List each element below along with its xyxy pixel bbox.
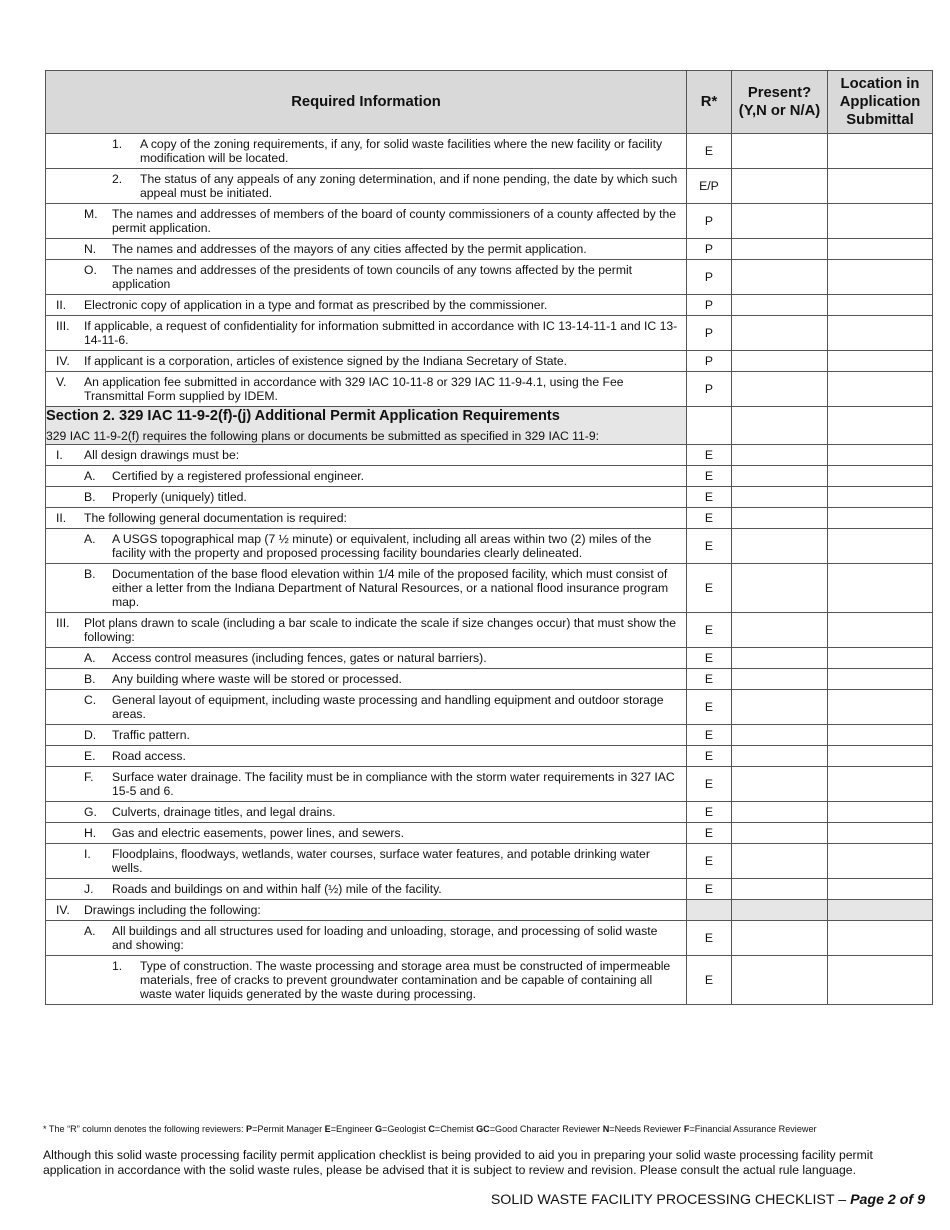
- location-cell[interactable]: [828, 879, 933, 900]
- table-row: [46, 823, 933, 844]
- section-row: [46, 407, 933, 445]
- item-text: Road access.: [112, 749, 186, 763]
- list-item: [46, 746, 686, 766]
- table-row: [46, 613, 933, 648]
- item-marker: 1.: [112, 959, 123, 973]
- reviewer-label: =Engineer: [330, 1124, 375, 1134]
- item-marker: II.: [56, 511, 67, 525]
- required-information-cell: [46, 204, 687, 239]
- present-cell[interactable]: [732, 956, 828, 1005]
- list-item: [46, 802, 686, 822]
- table-row: [46, 669, 933, 690]
- table-row: [46, 169, 933, 204]
- list-item: [46, 564, 686, 612]
- item-marker: I.: [56, 448, 63, 462]
- table-row: [46, 466, 933, 487]
- item-marker: G.: [84, 805, 97, 819]
- reviewer-cell: P: [687, 316, 732, 351]
- item-text: A USGS topographical map (7 ½ minute) or equivalent, including all areas within two (2) miles of the facility with the property and proposed processing facility boundaries clearly delineated.: [112, 532, 652, 560]
- location-cell[interactable]: [828, 239, 933, 260]
- present-cell[interactable]: [732, 669, 828, 690]
- item-marker: D.: [84, 728, 97, 742]
- table-row: [46, 372, 933, 407]
- reviewer-cell: P: [687, 351, 732, 372]
- item-marker: M.: [84, 207, 98, 221]
- list-item: [46, 260, 686, 294]
- reviewer-cell: P: [687, 295, 732, 316]
- required-information-cell: [46, 823, 687, 844]
- list-item: [46, 529, 686, 563]
- reviewer-cell: P: [687, 204, 732, 239]
- item-text: Certified by a registered professional engineer.: [112, 469, 365, 483]
- footnote-prefix: * The “R” column denotes the following reviewers:: [43, 1124, 247, 1134]
- required-information-cell: [46, 487, 687, 508]
- list-item: [46, 767, 686, 801]
- item-marker: III.: [56, 319, 70, 333]
- reviewer-cell: E: [687, 746, 732, 767]
- location-cell[interactable]: [828, 844, 933, 879]
- location-cell[interactable]: [828, 900, 933, 921]
- present-cell[interactable]: [732, 844, 828, 879]
- item-marker: IV.: [56, 354, 70, 368]
- table-row: [46, 445, 933, 466]
- location-cell[interactable]: [828, 767, 933, 802]
- item-text: Any building where waste will be stored or processed.: [112, 672, 402, 686]
- reviewer-cell: E: [687, 921, 732, 956]
- present-cell[interactable]: [732, 564, 828, 613]
- list-item: [46, 879, 686, 899]
- reviewer-cell: E/P: [687, 169, 732, 204]
- present-cell[interactable]: [732, 295, 828, 316]
- item-text: All buildings and all structures used for loading and unloading, storage, and processing of solid waste and showing:: [112, 924, 658, 952]
- table-row: [46, 316, 933, 351]
- checklist-table: [45, 70, 933, 1005]
- section-note: 329 IAC 11-9-2(f) requires the following plans or documents be submitted as specified in 329 IAC 11-9:: [46, 429, 600, 443]
- required-information-cell: [46, 351, 687, 372]
- reviewer-cell: E: [687, 564, 732, 613]
- page-number: Page 2 of 9: [850, 1192, 925, 1208]
- present-cell[interactable]: [732, 900, 828, 921]
- item-text: A copy of the zoning requirements, if any, for solid waste facilities where the new facility or facility modification will be located.: [140, 137, 663, 165]
- list-item: [46, 295, 686, 315]
- present-cell[interactable]: [732, 260, 828, 295]
- required-information-cell: [46, 690, 687, 725]
- list-item: [46, 351, 686, 371]
- reviewer-cell: E: [687, 879, 732, 900]
- reviewer-cell: P: [687, 239, 732, 260]
- list-item: [46, 316, 686, 350]
- item-marker: O.: [84, 263, 97, 277]
- reviewer-code: F: [683, 1124, 690, 1134]
- location-cell[interactable]: [828, 407, 933, 445]
- item-marker: 1.: [112, 137, 123, 151]
- required-information-cell: [46, 169, 687, 204]
- table-row: [46, 844, 933, 879]
- required-information-cell: [46, 767, 687, 802]
- item-marker: A.: [84, 469, 96, 483]
- reviewer-cell: P: [687, 372, 732, 407]
- reviewer-footnote: [43, 1123, 923, 1135]
- required-information-cell: [46, 295, 687, 316]
- location-cell[interactable]: [828, 316, 933, 351]
- reviewer-code: GC: [476, 1124, 490, 1134]
- header-location: Location in Application Submittal: [828, 71, 933, 134]
- required-information-cell: [46, 564, 687, 613]
- item-text: If applicable, a request of confidentiality for information submitted in accordance with IC 13-14-11-1 and IC 13-14-11-6.: [84, 319, 678, 347]
- table-row: [46, 134, 933, 169]
- item-text: Documentation of the base flood elevation within 1/4 mile of the proposed facility, which must consist of either a letter from the Indiana Department of Natural Resources, or a national flood insurance program map.: [112, 567, 669, 609]
- required-information-cell: [46, 445, 687, 466]
- present-cell[interactable]: [732, 372, 828, 407]
- item-text: The status of any appeals of any zoning determination, and if none pending, the date by which such appeal must be initiated.: [140, 172, 678, 200]
- required-information-cell: [46, 239, 687, 260]
- present-cell[interactable]: [732, 134, 828, 169]
- reviewer-label: =Good Character Reviewer: [489, 1124, 603, 1134]
- present-cell[interactable]: [732, 204, 828, 239]
- item-text: Type of construction. The waste processing and storage area must be constructed of impermeable materials, free of cracks to prevent groundwater contamination and be capable of containing all waste water liquids generated by the waste during processing.: [140, 959, 671, 1001]
- reviewer-cell: E: [687, 956, 732, 1005]
- list-item: [46, 900, 686, 920]
- reviewer-cell: E: [687, 802, 732, 823]
- location-cell[interactable]: [828, 956, 933, 1005]
- present-cell[interactable]: [732, 351, 828, 372]
- reviewer-cell: E: [687, 508, 732, 529]
- required-information-cell: [46, 613, 687, 648]
- item-text: Plot plans drawn to scale (including a bar scale to indicate the scale if size changes occur) that must show the following:: [84, 616, 677, 644]
- item-marker: A.: [84, 924, 96, 938]
- present-cell[interactable]: [732, 690, 828, 725]
- required-information-cell: [46, 802, 687, 823]
- required-information-cell: [46, 466, 687, 487]
- list-item: [46, 690, 686, 724]
- location-cell[interactable]: [828, 466, 933, 487]
- location-cell[interactable]: [828, 351, 933, 372]
- item-marker: B.: [84, 490, 96, 504]
- reviewer-label: =Needs Reviewer: [609, 1124, 684, 1134]
- location-cell[interactable]: [828, 487, 933, 508]
- item-text: Floodplains, floodways, wetlands, water courses, surface water features, and potable drinking water wells.: [112, 847, 650, 875]
- present-cell[interactable]: [732, 529, 828, 564]
- location-cell[interactable]: [828, 564, 933, 613]
- item-text: Surface water drainage. The facility must be in compliance with the storm water requirements in 327 IAC 15-5 and 6.: [112, 770, 675, 798]
- present-cell[interactable]: [732, 407, 828, 445]
- reviewer-cell: E: [687, 466, 732, 487]
- table-row: [46, 351, 933, 372]
- list-item: [46, 487, 686, 507]
- present-cell[interactable]: [732, 746, 828, 767]
- present-cell[interactable]: [732, 316, 828, 351]
- item-marker: B.: [84, 567, 96, 581]
- table-row: [46, 648, 933, 669]
- item-marker: E.: [84, 749, 96, 763]
- reviewer-cell: [687, 407, 732, 445]
- list-item: [46, 445, 686, 465]
- reviewer-cell: [687, 900, 732, 921]
- location-cell[interactable]: [828, 529, 933, 564]
- required-information-cell: [46, 879, 687, 900]
- table-row: [46, 879, 933, 900]
- present-cell[interactable]: [732, 239, 828, 260]
- item-text: The names and addresses of members of the board of county commissioners of a county affected by the permit application.: [112, 207, 677, 235]
- present-cell[interactable]: [732, 487, 828, 508]
- table-row: [46, 956, 933, 1005]
- location-cell[interactable]: [828, 169, 933, 204]
- table-row: [46, 295, 933, 316]
- item-marker: C.: [84, 693, 97, 707]
- item-text: Properly (uniquely) titled.: [112, 490, 247, 504]
- item-marker: 2.: [112, 172, 123, 186]
- location-cell[interactable]: [828, 204, 933, 239]
- list-item: [46, 648, 686, 668]
- list-item: [46, 613, 686, 647]
- reviewer-label: =Permit Manager: [252, 1124, 325, 1134]
- present-cell[interactable]: [732, 921, 828, 956]
- list-item: [46, 169, 686, 203]
- item-marker: III.: [56, 616, 70, 630]
- item-text: Traffic pattern.: [112, 728, 190, 742]
- item-text: Access control measures (including fences, gates or natural barriers).: [112, 651, 487, 665]
- required-information-cell: [46, 648, 687, 669]
- table-row: [46, 260, 933, 295]
- disclaimer: Although this solid waste processing facility permit application checklist is being provided to aid you in preparing your solid waste processing facility permit application in accordance with the solid waste rules, please be advised that it is subject to review and revision. Please consult the actual rule language.: [43, 1148, 873, 1177]
- reviewer-cell: E: [687, 669, 732, 690]
- required-information-cell: [46, 134, 687, 169]
- item-text: If applicant is a corporation, articles of existence signed by the Indiana Secretary of State.: [84, 354, 568, 368]
- reviewer-code: N: [602, 1124, 610, 1134]
- reviewer-cell: E: [687, 690, 732, 725]
- present-cell[interactable]: [732, 445, 828, 466]
- required-information-cell: [46, 844, 687, 879]
- footer-title: SOLID WASTE FACILITY PROCESSING CHECKLIST –: [490, 1192, 851, 1208]
- location-cell[interactable]: [828, 445, 933, 466]
- required-information-cell: [46, 746, 687, 767]
- required-information-cell: [46, 669, 687, 690]
- item-marker: H.: [84, 826, 97, 840]
- list-item: [46, 725, 686, 745]
- item-marker: F.: [84, 770, 94, 784]
- list-item: [46, 204, 686, 238]
- item-text: All design drawings must be:: [84, 448, 240, 462]
- reviewer-label: =Geologist: [382, 1124, 429, 1134]
- present-cell[interactable]: [732, 169, 828, 204]
- list-item: [46, 956, 686, 1004]
- table-row: [46, 564, 933, 613]
- list-item: [46, 466, 686, 486]
- reviewer-cell: E: [687, 445, 732, 466]
- location-cell[interactable]: [828, 295, 933, 316]
- header-row: [46, 71, 933, 134]
- reviewer-cell: P: [687, 260, 732, 295]
- item-marker: I.: [84, 847, 91, 861]
- list-item: [46, 823, 686, 843]
- table-row: [46, 802, 933, 823]
- table-row: [46, 767, 933, 802]
- table-row: [46, 239, 933, 260]
- item-text: Electronic copy of application in a type and format as prescribed by the commissioner.: [84, 298, 548, 312]
- item-text: Culverts, drainage titles, and legal drains.: [112, 805, 336, 819]
- present-cell[interactable]: [732, 613, 828, 648]
- location-cell[interactable]: [828, 260, 933, 295]
- table-row: [46, 529, 933, 564]
- present-cell[interactable]: [732, 508, 828, 529]
- header-present: Present? (Y,N or N/A): [732, 71, 828, 134]
- present-cell[interactable]: [732, 802, 828, 823]
- footnote-reviewer-list: [246, 1124, 817, 1134]
- reviewer-code: G: [374, 1124, 383, 1134]
- item-text: The names and addresses of the presidents of town councils of any towns affected by the permit application: [112, 263, 633, 291]
- present-cell[interactable]: [732, 466, 828, 487]
- present-cell[interactable]: [732, 648, 828, 669]
- location-cell[interactable]: [828, 746, 933, 767]
- reviewer-cell: E: [687, 725, 732, 746]
- present-cell[interactable]: [732, 879, 828, 900]
- table-row: [46, 204, 933, 239]
- required-information-cell: [46, 725, 687, 746]
- item-text: Gas and electric easements, power lines, and sewers.: [112, 826, 404, 840]
- present-cell[interactable]: [732, 767, 828, 802]
- item-marker: N.: [84, 242, 97, 256]
- reviewer-cell: E: [687, 613, 732, 648]
- item-text: Drawings including the following:: [84, 903, 261, 917]
- item-text: The names and addresses of the mayors of any cities affected by the permit application.: [112, 242, 587, 256]
- item-marker: II.: [56, 298, 67, 312]
- table-row: [46, 690, 933, 725]
- section-title: Section 2. 329 IAC 11-9-2(f)-(j) Additional Permit Application Requirements: [46, 408, 560, 424]
- table-row: [46, 487, 933, 508]
- table-row: [46, 725, 933, 746]
- item-marker: B.: [84, 672, 96, 686]
- item-text: Roads and buildings on and within half (½) mile of the facility.: [112, 882, 442, 896]
- item-marker: V.: [56, 375, 67, 389]
- required-information-cell: [46, 372, 687, 407]
- required-information-cell: [46, 529, 687, 564]
- location-cell[interactable]: [828, 508, 933, 529]
- reviewer-code: P: [246, 1124, 253, 1134]
- location-cell[interactable]: [828, 648, 933, 669]
- table-row: [46, 900, 933, 921]
- item-marker: A.: [84, 532, 96, 546]
- header-required-information: Required Information: [46, 71, 687, 134]
- required-information-cell: [46, 508, 687, 529]
- list-item: [46, 239, 686, 259]
- item-text: The following general documentation is required:: [84, 511, 347, 525]
- location-cell[interactable]: [828, 134, 933, 169]
- required-information-cell: [46, 921, 687, 956]
- item-text: General layout of equipment, including waste processing and handling equipment and outdoor storage areas.: [112, 693, 664, 721]
- list-item: [46, 134, 686, 168]
- location-cell[interactable]: [828, 690, 933, 725]
- present-cell[interactable]: [732, 725, 828, 746]
- reviewer-cell: E: [687, 134, 732, 169]
- reviewer-label: =Financial Assurance Reviewer: [689, 1124, 817, 1134]
- item-marker: IV.: [56, 903, 70, 917]
- reviewer-code: C: [428, 1124, 435, 1134]
- page-footer: [491, 1191, 925, 1209]
- required-information-cell: [46, 260, 687, 295]
- list-item: [46, 921, 686, 955]
- list-item: [46, 844, 686, 878]
- location-cell[interactable]: [828, 921, 933, 956]
- item-text: An application fee submitted in accordance with 329 IAC 10-11-8 or 329 IAC 11-9-4.1, using the Fee Transmittal Form supplied by IDEM.: [84, 375, 624, 403]
- present-cell[interactable]: [732, 823, 828, 844]
- list-item: [46, 669, 686, 689]
- table-row: [46, 746, 933, 767]
- location-cell[interactable]: [828, 725, 933, 746]
- reviewer-code: E: [324, 1124, 331, 1134]
- required-information-cell: [46, 316, 687, 351]
- reviewer-cell: E: [687, 648, 732, 669]
- required-information-cell: [46, 900, 687, 921]
- reviewer-cell: E: [687, 487, 732, 508]
- required-information-cell: [46, 407, 687, 445]
- location-cell[interactable]: [828, 372, 933, 407]
- required-information-cell: [46, 956, 687, 1005]
- location-cell[interactable]: [828, 823, 933, 844]
- item-marker: J.: [84, 882, 94, 896]
- reviewer-cell: E: [687, 529, 732, 564]
- list-item: [46, 372, 686, 406]
- reviewer-cell: E: [687, 767, 732, 802]
- location-cell[interactable]: [828, 613, 933, 648]
- reviewer-cell: E: [687, 844, 732, 879]
- reviewer-label: =Chemist: [434, 1124, 477, 1134]
- reviewer-cell: E: [687, 823, 732, 844]
- location-cell[interactable]: [828, 669, 933, 690]
- header-reviewer: R*: [687, 71, 732, 134]
- list-item: [46, 508, 686, 528]
- table-row: [46, 921, 933, 956]
- table-row: [46, 508, 933, 529]
- item-marker: A.: [84, 651, 96, 665]
- location-cell[interactable]: [828, 802, 933, 823]
